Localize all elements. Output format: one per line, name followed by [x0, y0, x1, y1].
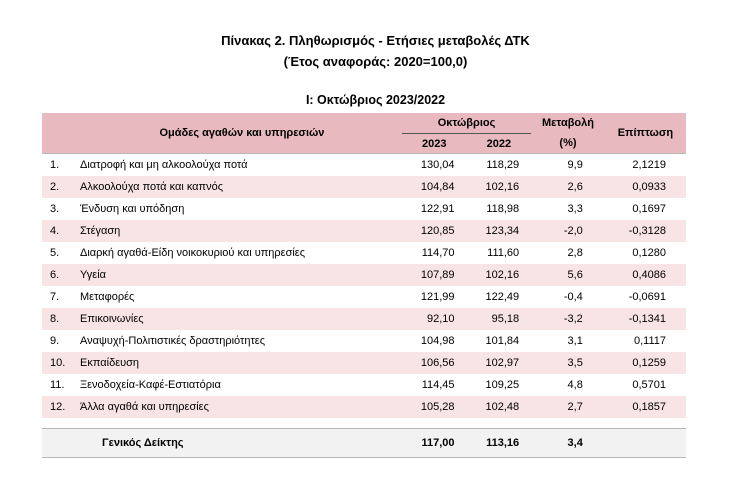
- table-row: [42, 330, 686, 352]
- row-number: 11.: [50, 379, 65, 391]
- row-2023: 120,85: [402, 220, 467, 242]
- row-2023: 114,70: [421, 247, 455, 259]
- row-name: Μεταφορές: [80, 291, 135, 303]
- header-month: Οκτώβριος: [402, 113, 531, 134]
- row-number: 1.: [42, 154, 72, 177]
- row-effect: -0,1341: [605, 308, 686, 330]
- row-number: 10.: [42, 352, 72, 374]
- table-row: [42, 220, 686, 242]
- row-number: 6.: [42, 264, 72, 286]
- row-2022: 118,29: [467, 154, 532, 177]
- row-number: 2.: [42, 176, 72, 198]
- row-name: Αναψυχή-Πολιτιστικές δραστηριότητες: [80, 335, 266, 347]
- table-row: [42, 308, 686, 330]
- header-change: Μεταβολή: [531, 113, 605, 134]
- header-effect: Επίπτωση: [605, 113, 686, 154]
- row-change: -2,0: [531, 220, 605, 242]
- row-2023: 122,91: [420, 203, 455, 215]
- row-name: Υγεία: [72, 264, 402, 286]
- row-name: Διαρκή αγαθά-Είδη νοικοκυριού και υπηρεσίες: [80, 247, 306, 259]
- table-row: [42, 286, 686, 308]
- row-2022: 101,84: [485, 335, 520, 347]
- row-name: Άλλα αγαθά και υπηρεσίες: [72, 396, 402, 418]
- row-2022: 109,25: [485, 379, 520, 391]
- row-name: Στέγαση: [72, 220, 402, 242]
- row-2023: 92,10: [402, 308, 467, 330]
- row-name: Διατροφή και μη αλκοολούχα ποτά: [72, 154, 402, 177]
- row-2022: 123,34: [467, 220, 532, 242]
- header-2023: 2023: [402, 134, 467, 154]
- row-change: 3,3: [567, 203, 583, 215]
- row-2023: 130,04: [402, 154, 467, 177]
- header-row-1: [42, 113, 686, 134]
- row-effect: 0,4086: [605, 264, 686, 286]
- row-name: Επικοινωνίες: [72, 308, 402, 330]
- table-row: [42, 154, 686, 177]
- row-2023: 106,56: [402, 352, 467, 374]
- table-row: [42, 176, 686, 198]
- row-number: 4.: [42, 220, 72, 242]
- row-effect: 0,0933: [605, 176, 686, 198]
- row-2023: 107,89: [402, 264, 467, 286]
- row-2023: 105,28: [402, 396, 467, 418]
- row-number: 3.: [50, 203, 60, 215]
- row-2022: 102,16: [467, 176, 532, 198]
- table-row: [42, 352, 686, 374]
- row-2022: 95,18: [467, 308, 532, 330]
- row-change: 2,8: [567, 247, 583, 259]
- row-change: 2,7: [531, 396, 605, 418]
- inflation-table: [42, 113, 686, 458]
- table-row: [42, 198, 686, 220]
- table-row: [42, 374, 686, 396]
- table-title: Πίνακας 2. Πληθωρισμός - Ετήσιες μεταβολές ΔΤΚ: [221, 33, 530, 48]
- total-2022: 113,16: [467, 429, 532, 458]
- row-2022: 111,60: [487, 247, 520, 259]
- spacer-row: [42, 418, 686, 429]
- row-change: 2,6: [531, 176, 605, 198]
- row-name: Ένδυση και υπόδηση: [80, 203, 185, 215]
- row-2022: 118,98: [486, 203, 520, 215]
- table-row: [42, 242, 686, 264]
- row-effect: 0,1117: [633, 335, 666, 347]
- row-effect: 0,5701: [632, 379, 666, 391]
- row-2022: 102,97: [467, 352, 532, 374]
- row-change: 3,5: [531, 352, 605, 374]
- row-2023: 104,98: [420, 335, 455, 347]
- total-change: 3,4: [531, 429, 605, 458]
- total-2023: 117,00: [402, 429, 467, 458]
- row-effect: -0,3128: [605, 220, 686, 242]
- row-effect: 2,1219: [605, 154, 686, 177]
- row-number: 7.: [50, 291, 60, 303]
- row-number: 12.: [42, 396, 72, 418]
- table-row: [42, 264, 686, 286]
- row-effect: 0,1259: [605, 352, 686, 374]
- total-name: Γενικός Δείκτης: [72, 429, 402, 458]
- table-row: [42, 396, 686, 418]
- row-2022: 102,16: [467, 264, 532, 286]
- row-change: -3,2: [531, 308, 605, 330]
- section-title: Ι: Οκτώβριος 2023/2022: [305, 93, 446, 107]
- row-effect: -0,0691: [628, 291, 666, 303]
- row-change: 4,8: [567, 379, 583, 391]
- row-change: 5,6: [531, 264, 605, 286]
- header-groups: Ομάδες αγαθών και υπηρεσιών: [72, 113, 402, 154]
- row-number: 5.: [50, 247, 60, 259]
- row-2023: 104,84: [402, 176, 467, 198]
- row-number: 9.: [50, 335, 60, 347]
- row-2023: 114,45: [421, 379, 455, 391]
- row-name: Ξενοδοχεία-Καφέ-Εστιατόρια: [80, 379, 221, 391]
- row-change: -0,4: [563, 291, 583, 303]
- row-2023: 121,99: [420, 291, 455, 303]
- row-name: Εκπαίδευση: [72, 352, 402, 374]
- row-name: Αλκοολούχα ποτά και καπνός: [72, 176, 402, 198]
- row-2022: 102,48: [467, 396, 532, 418]
- total-row: [42, 429, 686, 458]
- header-change-unit: (%): [531, 134, 605, 154]
- row-effect: 0,1280: [632, 247, 666, 259]
- table-subtitle: (Έτος αναφοράς: 2020=100,0): [283, 54, 468, 69]
- header-2022: 2022: [467, 134, 532, 154]
- row-change: 9,9: [531, 154, 605, 177]
- row-effect: 0,1697: [632, 203, 666, 215]
- row-2022: 122,49: [485, 291, 520, 303]
- row-effect: 0,1857: [605, 396, 686, 418]
- row-change: 3,1: [567, 335, 583, 347]
- row-number: 8.: [42, 308, 72, 330]
